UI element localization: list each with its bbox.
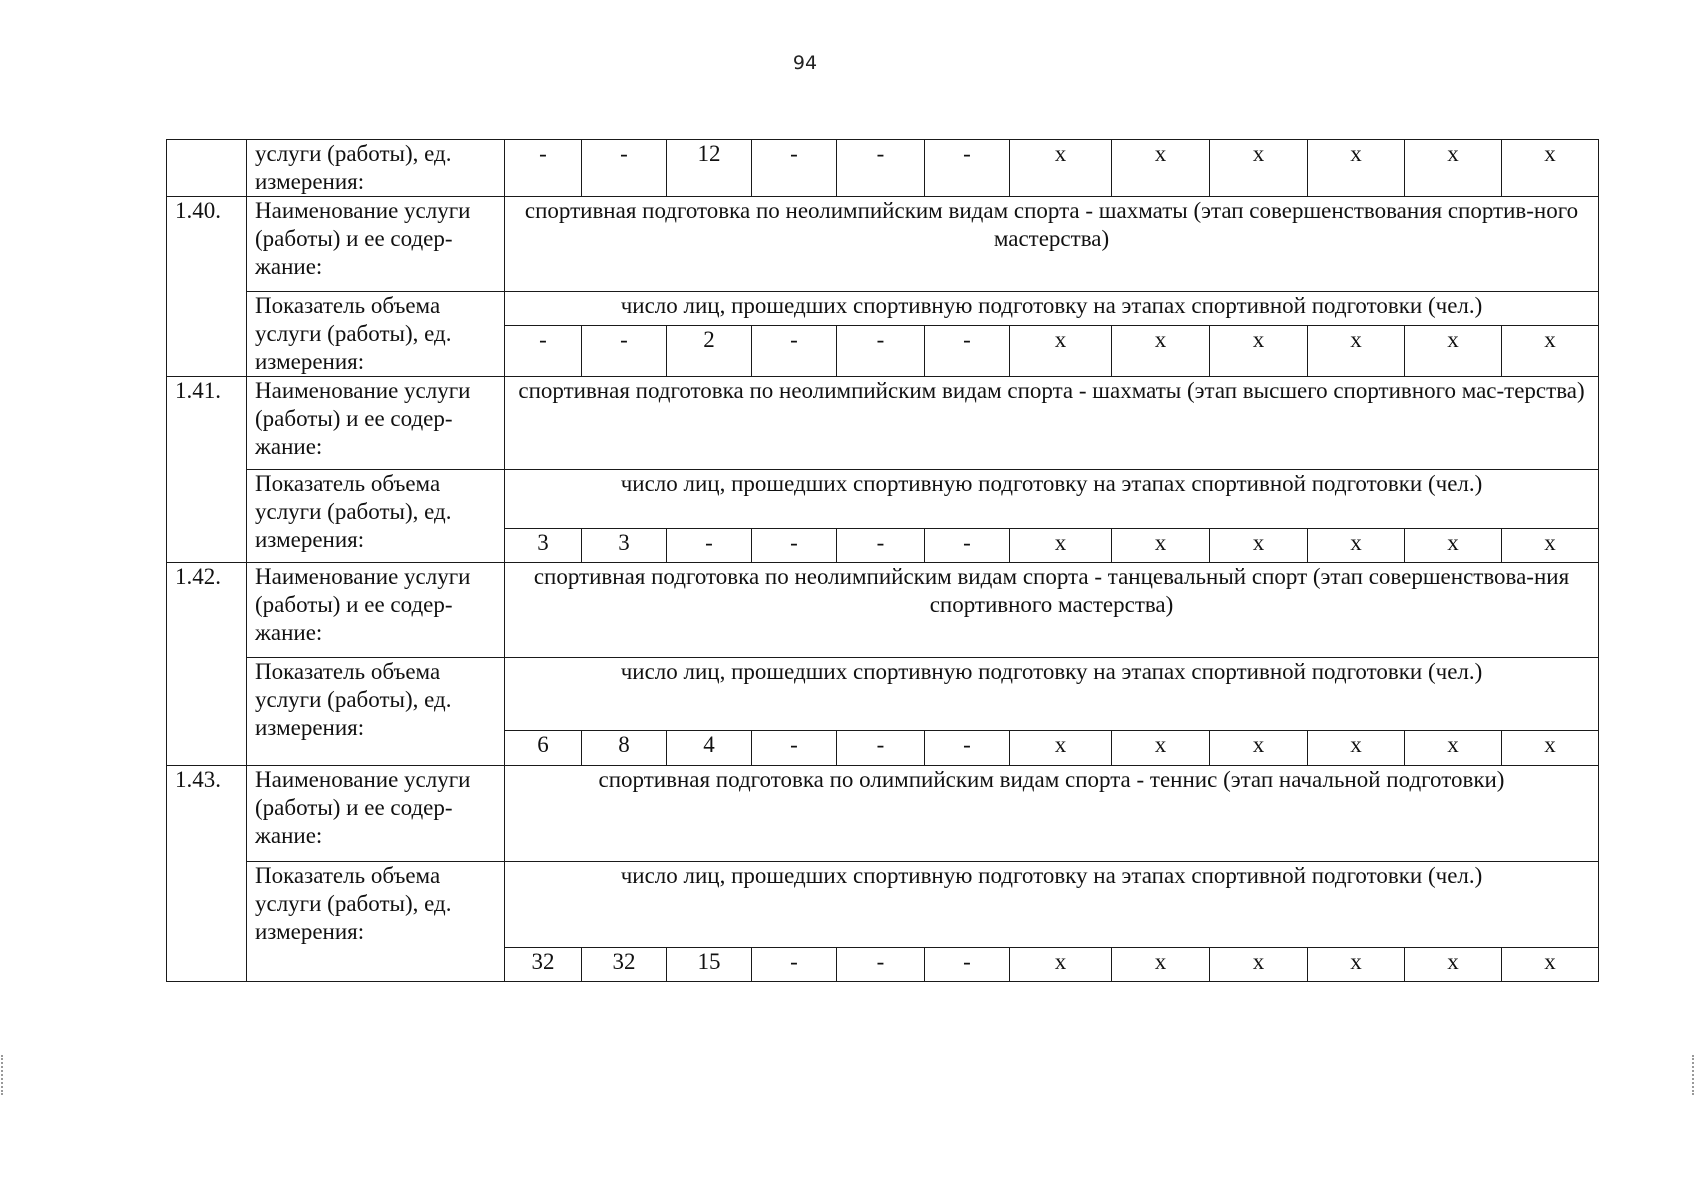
value-cell: х bbox=[1502, 529, 1599, 563]
value-cell: - bbox=[752, 731, 837, 766]
service-name-label: Наименование услуги (работы) и ее содер-жание: bbox=[247, 377, 505, 470]
value-cell: х bbox=[1308, 948, 1405, 982]
service-name-row bbox=[167, 766, 1599, 862]
value-cell: х bbox=[1112, 326, 1210, 377]
value-cell: х bbox=[1502, 140, 1599, 197]
value-cell: - bbox=[752, 529, 837, 563]
service-name-label: Наименование услуги (работы) и ее содер-жание: bbox=[247, 197, 505, 292]
value-cell: - bbox=[925, 326, 1010, 377]
indicator-value: число лиц, прошедших спортивную подготовку на этапах спортивной подготовки (чел.) bbox=[505, 658, 1599, 731]
indicator-row bbox=[167, 470, 1599, 529]
value-cell: х bbox=[1010, 326, 1112, 377]
value-cell: 3 bbox=[505, 529, 582, 563]
scan-edge-mark bbox=[1, 1055, 5, 1095]
value-cell: х bbox=[1210, 326, 1308, 377]
value-cell: х bbox=[1405, 948, 1502, 982]
value-cell: 12 bbox=[667, 140, 752, 197]
service-name-label: Наименование услуги (работы) и ее содер-жание: bbox=[247, 766, 505, 862]
page-number: 94 bbox=[792, 52, 818, 74]
value-cell: 32 bbox=[582, 948, 667, 982]
value-cell: - bbox=[837, 948, 925, 982]
value-cell: х bbox=[1405, 140, 1502, 197]
value-cell: х bbox=[1010, 731, 1112, 766]
indicator-row bbox=[167, 292, 1599, 326]
indicator-label: Показатель объема услуги (работы), ед. измерения: bbox=[247, 862, 505, 982]
indicator-row bbox=[167, 862, 1599, 948]
section-number: 1.43. bbox=[167, 766, 247, 982]
indicator-value: число лиц, прошедших спортивную подготовку на этапах спортивной подготовки (чел.) bbox=[505, 470, 1599, 529]
value-cell: х bbox=[1010, 948, 1112, 982]
value-cell: - bbox=[837, 140, 925, 197]
service-name-value: спортивная подготовка по неолимпийским видам спорта - шахматы (этап совершенствования спортив-ного мастерства) bbox=[505, 197, 1599, 292]
value-cell: 6 bbox=[505, 731, 582, 766]
section-number: 1.42. bbox=[167, 563, 247, 766]
value-cell: х bbox=[1112, 731, 1210, 766]
indicator-row bbox=[167, 658, 1599, 731]
section-number: 1.40. bbox=[167, 197, 247, 377]
indicator-label: Показатель объема услуги (работы), ед. измерения: bbox=[247, 658, 505, 766]
value-cell: - bbox=[752, 326, 837, 377]
value-cell: х bbox=[1405, 326, 1502, 377]
service-name-row bbox=[167, 197, 1599, 292]
value-cell: 32 bbox=[505, 948, 582, 982]
service-name-value: спортивная подготовка по неолимпийским видам спорта - шахматы (этап высшего спортивного мас-терства) bbox=[505, 377, 1599, 470]
value-cell: - bbox=[752, 948, 837, 982]
value-cell: - bbox=[925, 140, 1010, 197]
value-cell: 3 bbox=[582, 529, 667, 563]
value-cell: - bbox=[837, 529, 925, 563]
value-cell: х bbox=[1112, 140, 1210, 197]
value-cell: х bbox=[1210, 948, 1308, 982]
value-cell: х bbox=[1502, 731, 1599, 766]
value-cell: х bbox=[1308, 140, 1405, 197]
value-cell: х bbox=[1010, 140, 1112, 197]
value-cell: х bbox=[1502, 948, 1599, 982]
scan-edge-mark bbox=[1692, 1055, 1696, 1095]
value-cell: - bbox=[582, 140, 667, 197]
value-cell: - bbox=[582, 326, 667, 377]
row-number-cell bbox=[167, 140, 247, 197]
value-cell: - bbox=[925, 731, 1010, 766]
value-cell: - bbox=[505, 326, 582, 377]
value-cell: - bbox=[837, 326, 925, 377]
service-name-value: спортивная подготовка по неолимпийским видам спорта - танцевальный спорт (этап совершенствова-ния спортивного мастерства) bbox=[505, 563, 1599, 658]
indicator-value: число лиц, прошедших спортивную подготовку на этапах спортивной подготовки (чел.) bbox=[505, 862, 1599, 948]
indicator-label: Показатель объема услуги (работы), ед. измерения: bbox=[247, 470, 505, 563]
section-number: 1.41. bbox=[167, 377, 247, 563]
value-cell: - bbox=[667, 529, 752, 563]
value-cell: 2 bbox=[667, 326, 752, 377]
indicator-value: число лиц, прошедших спортивную подготовку на этапах спортивной подготовки (чел.) bbox=[505, 292, 1599, 326]
value-cell: х bbox=[1308, 731, 1405, 766]
value-cell: - bbox=[505, 140, 582, 197]
service-name-row bbox=[167, 563, 1599, 658]
continuation-row bbox=[167, 140, 1599, 197]
value-cell: - bbox=[837, 731, 925, 766]
value-cell: - bbox=[925, 529, 1010, 563]
value-cell: х bbox=[1308, 529, 1405, 563]
value-cell: х bbox=[1308, 326, 1405, 377]
value-cell: - bbox=[925, 948, 1010, 982]
value-cell: 15 bbox=[667, 948, 752, 982]
value-cell: х bbox=[1405, 731, 1502, 766]
value-cell: х bbox=[1210, 529, 1308, 563]
value-cell: х bbox=[1210, 140, 1308, 197]
value-cell: х bbox=[1502, 326, 1599, 377]
value-cell: х bbox=[1112, 948, 1210, 982]
value-cell: х bbox=[1405, 529, 1502, 563]
service-name-label: Наименование услуги (работы) и ее содер-жание: bbox=[247, 563, 505, 658]
value-cell: 8 bbox=[582, 731, 667, 766]
value-cell: х bbox=[1010, 529, 1112, 563]
value-cell: х bbox=[1112, 529, 1210, 563]
service-name-value: спортивная подготовка по олимпийским видам спорта - теннис (этап начальной подготовки) bbox=[505, 766, 1599, 862]
value-cell: - bbox=[752, 140, 837, 197]
value-cell: 4 bbox=[667, 731, 752, 766]
value-cell: х bbox=[1210, 731, 1308, 766]
services-table bbox=[166, 139, 1599, 982]
indicator-label: Показатель объема услуги (работы), ед. измерения: bbox=[247, 292, 505, 377]
service-name-row bbox=[167, 377, 1599, 470]
indicator-label: услуги (работы), ед. измерения: bbox=[247, 140, 505, 197]
